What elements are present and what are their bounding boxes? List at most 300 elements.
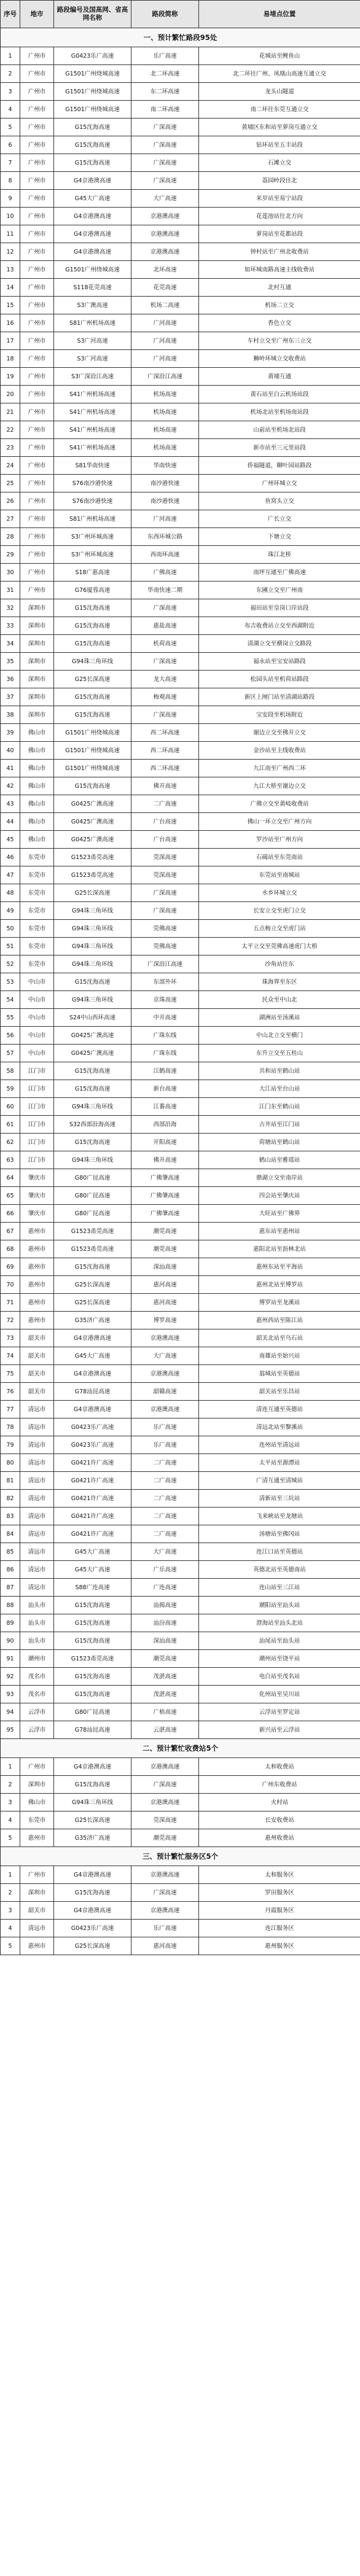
- cell-seq: 88: [1, 1597, 20, 1614]
- cell-location: 太和收费站: [199, 1758, 360, 1776]
- cell-short: 大广高速: [131, 1543, 199, 1561]
- table-row: [1, 866, 360, 884]
- cell-seq: 38: [1, 706, 20, 724]
- table-row: [1, 1508, 360, 1525]
- cell-city: 广州市: [20, 439, 54, 457]
- table-row: [1, 1937, 360, 1955]
- cell-route: G15沈海高速: [54, 1062, 131, 1080]
- cell-city: 广州市: [20, 1758, 54, 1776]
- cell-seq: 2: [1, 1776, 20, 1794]
- cell-seq: 71: [1, 1294, 20, 1312]
- cell-short: 二广高速: [131, 795, 199, 813]
- table-row: [1, 101, 360, 119]
- cell-route: S81华南快速: [54, 457, 131, 475]
- cell-location: 沙角站往东: [199, 955, 360, 973]
- cell-location: 花城站至鲤鱼山: [199, 47, 360, 65]
- cell-seq: 85: [1, 1543, 20, 1561]
- cell-route: S3广澳高速: [54, 297, 131, 314]
- table-row: [1, 599, 360, 617]
- cell-city: 汕头市: [20, 1597, 54, 1614]
- cell-short: 机荷高速: [131, 635, 199, 653]
- cell-city: 广州市: [20, 279, 54, 297]
- cell-short: 江番高速: [131, 1098, 199, 1116]
- cell-seq: 6: [1, 136, 20, 154]
- cell-short: 中开高速: [131, 1009, 199, 1027]
- cell-location: 北二环往广州、凤凰山高速互通立交: [199, 65, 360, 83]
- table-row: [1, 1347, 360, 1365]
- table-row: [1, 1686, 360, 1703]
- cell-city: 清远市: [20, 1543, 54, 1561]
- cell-city: 佛山市: [20, 831, 54, 849]
- cell-city: 韶关市: [20, 1383, 54, 1401]
- cell-short: 潮莞高速: [131, 1650, 199, 1668]
- cell-location: 中山北立交至横门: [199, 1027, 360, 1045]
- cell-location: 惠阳北站至沥林北站: [199, 1240, 360, 1258]
- cell-route: S3广河高速: [54, 350, 131, 368]
- cell-city: 中山市: [20, 1027, 54, 1045]
- cell-city: 广州市: [20, 225, 54, 243]
- cell-short: 大广高速: [131, 190, 199, 208]
- table-row: [1, 671, 360, 688]
- cell-route: G15沈海高速: [54, 1080, 131, 1098]
- cell-city: 佛山市: [20, 724, 54, 742]
- cell-location: 石滩立交: [199, 154, 360, 172]
- cell-seq: 3: [1, 83, 20, 101]
- cell-short: 莞佛高速: [131, 938, 199, 955]
- cell-city: 广州市: [20, 368, 54, 386]
- table-row: [1, 920, 360, 938]
- cell-location: 谢边立交至佛开立交: [199, 724, 360, 742]
- cell-city: 广州市: [20, 510, 54, 528]
- cell-seq: 2: [1, 1884, 20, 1902]
- cell-route: G94珠三角环线: [54, 902, 131, 920]
- cell-short: 南沙港快速: [131, 492, 199, 510]
- cell-city: 深圳市: [20, 1884, 54, 1902]
- cell-location: 珠海界至东区: [199, 973, 360, 991]
- cell-location: 连山站至三江站: [199, 1579, 360, 1597]
- table-row: [1, 1240, 360, 1258]
- cell-location: 潮阳站至汕头站: [199, 1597, 360, 1614]
- header-route: 路段编号及国高网、省高网名称: [54, 1, 131, 28]
- cell-seq: 68: [1, 1240, 20, 1258]
- cell-short: 京港澳高速: [131, 225, 199, 243]
- cell-seq: 87: [1, 1579, 20, 1597]
- cell-city: 惠州市: [20, 1276, 54, 1294]
- cell-route: G15沈海高速: [54, 1686, 131, 1703]
- cell-seq: 20: [1, 386, 20, 403]
- cell-city: 广州市: [20, 47, 54, 65]
- cell-location: 钻环站至五丰站段: [199, 136, 360, 154]
- cell-city: 东莞市: [20, 955, 54, 973]
- cell-location: 鼎湖立交至南岸站: [199, 1169, 360, 1187]
- cell-seq: 31: [1, 582, 20, 599]
- cell-city: 广州市: [20, 564, 54, 582]
- cell-location: 山前站至机场北站段: [199, 421, 360, 439]
- cell-route: G35济广高速: [54, 1312, 131, 1329]
- cell-route: G45大广高速: [54, 1347, 131, 1365]
- cell-route: G1501广州绕城高速: [54, 65, 131, 83]
- cell-short: 茂湛高速: [131, 1668, 199, 1686]
- cell-short: 云湛高速: [131, 1721, 199, 1739]
- cell-short: 二广高速: [131, 1490, 199, 1508]
- cell-city: 广州市: [20, 65, 54, 83]
- cell-city: 中山市: [20, 973, 54, 991]
- cell-location: 大旺站至广佛界: [199, 1205, 360, 1223]
- cell-route: S41广州机场高速: [54, 403, 131, 421]
- cell-seq: 27: [1, 510, 20, 528]
- cell-city: 广州市: [20, 350, 54, 368]
- cell-short: 广深高速: [131, 653, 199, 671]
- cell-route: G15沈海高速: [54, 973, 131, 991]
- table-row: [1, 1258, 360, 1276]
- cell-seq: 72: [1, 1312, 20, 1329]
- table-row: [1, 1365, 360, 1383]
- cell-route: G4京港澳高速: [54, 1758, 131, 1776]
- cell-location: 香色立交: [199, 314, 360, 332]
- cell-seq: 63: [1, 1151, 20, 1169]
- cell-route: G0423乐广高速: [54, 1920, 131, 1937]
- cell-seq: 41: [1, 760, 20, 777]
- cell-city: 深圳市: [20, 599, 54, 617]
- cell-route: S3广河高速: [54, 332, 131, 350]
- cell-short: 莞深高速: [131, 866, 199, 884]
- table-row: [1, 777, 360, 795]
- cell-short: 开阳高速: [131, 1134, 199, 1151]
- cell-route: S76南沙港快速: [54, 492, 131, 510]
- cell-city: 广州市: [20, 154, 54, 172]
- cell-location: 水乡环城立交: [199, 884, 360, 902]
- table-row: [1, 279, 360, 297]
- cell-city: 广州市: [20, 403, 54, 421]
- cell-location: 侨福隧道，聊叶园站路段: [199, 457, 360, 475]
- cell-route: G25长深高速: [54, 1811, 131, 1829]
- cell-short: 广佛肇高速: [131, 1187, 199, 1205]
- cell-short: 京珠高速: [131, 991, 199, 1009]
- cell-short: 广深沿江高速: [131, 368, 199, 386]
- cell-city: 佛山市: [20, 795, 54, 813]
- cell-seq: 54: [1, 991, 20, 1009]
- table-row: [1, 332, 360, 350]
- cell-short: 汕汾高速: [131, 1614, 199, 1632]
- cell-route: G94珠三角环线: [54, 1098, 131, 1116]
- table-head: [1, 1, 360, 28]
- cell-route: G15沈海高速: [54, 1597, 131, 1614]
- cell-short: 二广高速: [131, 1525, 199, 1543]
- cell-city: 广州市: [20, 208, 54, 225]
- cell-route: G80广昆高速: [54, 1169, 131, 1187]
- section-title: 三、预计繁忙服务区5个: [1, 1847, 360, 1866]
- cell-short: 广台高速: [131, 831, 199, 849]
- cell-location: 汤塘站至佛冈站: [199, 1525, 360, 1543]
- table-row: [1, 653, 360, 671]
- header-location: 易堵点位置: [199, 1, 360, 28]
- table-row: [1, 208, 360, 225]
- table-row: [1, 991, 360, 1009]
- cell-city: 清远市: [20, 1490, 54, 1508]
- cell-location: 新兴站至云浮站: [199, 1721, 360, 1739]
- cell-location: 南雄站至始兴站: [199, 1347, 360, 1365]
- table-row: [1, 1561, 360, 1579]
- cell-location: 连江服务区: [199, 1920, 360, 1937]
- cell-seq: 1: [1, 47, 20, 65]
- table-row: [1, 617, 360, 635]
- cell-city: 广州市: [20, 1866, 54, 1884]
- cell-short: 华南快速二期: [131, 582, 199, 599]
- cell-route: G78汕昆高速: [54, 1721, 131, 1739]
- cell-short: 南沙港快速: [131, 475, 199, 492]
- cell-route: G1501广州绕城高速: [54, 742, 131, 760]
- cell-short: 惠盐高速: [131, 617, 199, 635]
- cell-location: 惠州东站至平海站: [199, 1258, 360, 1276]
- cell-city: 惠州市: [20, 1258, 54, 1276]
- cell-seq: 51: [1, 938, 20, 955]
- cell-short: 西二环高速: [131, 742, 199, 760]
- cell-city: 广州市: [20, 314, 54, 332]
- cell-location: 翁城站至英德站: [199, 1365, 360, 1383]
- cell-location: 共和站至鹤山站: [199, 1062, 360, 1080]
- cell-location: 清远北站至黎溪站: [199, 1418, 360, 1436]
- table-row: [1, 510, 360, 528]
- cell-route: G0421许广高速: [54, 1508, 131, 1525]
- cell-short: 华南快速: [131, 457, 199, 475]
- cell-route: G1501广州绕城高速: [54, 261, 131, 279]
- cell-short: 西二环高速: [131, 760, 199, 777]
- cell-location: 荔园岭段往北: [199, 172, 360, 190]
- table-row: [1, 884, 360, 902]
- cell-city: 汕头市: [20, 1614, 54, 1632]
- cell-route: G15沈海高速: [54, 1884, 131, 1902]
- table-row: [1, 1401, 360, 1418]
- cell-city: 惠州市: [20, 1937, 54, 1955]
- cell-city: 惠州市: [20, 1223, 54, 1240]
- cell-location: 东莞站至南城站: [199, 866, 360, 884]
- cell-location: 五点梅立交至虎门站: [199, 920, 360, 938]
- cell-location: 清连互通至英德站: [199, 1401, 360, 1418]
- table-row: [1, 938, 360, 955]
- cell-seq: 19: [1, 368, 20, 386]
- cell-short: 广台高速: [131, 813, 199, 831]
- table-row: [1, 1045, 360, 1062]
- cell-route: S76南沙港快速: [54, 475, 131, 492]
- cell-route: G15沈海高速: [54, 1776, 131, 1794]
- table-row: [1, 1116, 360, 1134]
- cell-seq: 43: [1, 795, 20, 813]
- cell-seq: 4: [1, 1811, 20, 1829]
- cell-city: 惠州市: [20, 1829, 54, 1847]
- header-short: 路段简称: [131, 1, 199, 28]
- cell-city: 广州市: [20, 546, 54, 564]
- cell-route: S81广州机场高速: [54, 510, 131, 528]
- cell-city: 江门市: [20, 1098, 54, 1116]
- cell-city: 深圳市: [20, 1776, 54, 1794]
- cell-location: 黄埔区东和站至萝岗互通立交: [199, 119, 360, 136]
- table-row: [1, 421, 360, 439]
- cell-seq: 12: [1, 243, 20, 261]
- cell-short: 东西环城公路: [131, 528, 199, 546]
- table-row: [1, 172, 360, 190]
- cell-location: 太和服务区: [199, 1866, 360, 1884]
- cell-seq: 78: [1, 1418, 20, 1436]
- cell-seq: 56: [1, 1027, 20, 1045]
- table-row: [1, 225, 360, 243]
- cell-location: 惠州服务区: [199, 1937, 360, 1955]
- cell-route: G4京港澳高速: [54, 225, 131, 243]
- cell-location: 湖洲站至汤溪站: [199, 1009, 360, 1027]
- cell-location: 荷塘站至鹤山站: [199, 1134, 360, 1151]
- cell-seq: 80: [1, 1454, 20, 1472]
- cell-location: 福田站至皇岗口岸站段: [199, 599, 360, 617]
- cell-seq: 9: [1, 190, 20, 208]
- cell-city: 广州市: [20, 582, 54, 599]
- section-title: 二、预计繁忙收费站5个: [1, 1739, 360, 1758]
- table-row: [1, 314, 360, 332]
- cell-route: G1501广州绕城高速: [54, 101, 131, 119]
- cell-route: S88广连高速: [54, 1579, 131, 1597]
- cell-seq: 53: [1, 973, 20, 991]
- cell-route: G15沈海高速: [54, 1258, 131, 1276]
- cell-city: 广州市: [20, 421, 54, 439]
- cell-location: 机场北站至机场南站段: [199, 403, 360, 421]
- cell-short: 广梧高速: [131, 1703, 199, 1721]
- cell-short: 广连高速: [131, 1579, 199, 1597]
- cell-city: 清远市: [20, 1525, 54, 1543]
- table-row: [1, 1920, 360, 1937]
- cell-route: G25长深高速: [54, 884, 131, 902]
- cell-seq: 29: [1, 546, 20, 564]
- cell-location: 英德北站至英德南站: [199, 1561, 360, 1579]
- cell-seq: 58: [1, 1062, 20, 1080]
- cell-route: G0423乐广高速: [54, 1436, 131, 1454]
- cell-location: 鱼窝头立交: [199, 492, 360, 510]
- cell-short: 京港澳高速: [131, 1365, 199, 1383]
- cell-seq: 94: [1, 1703, 20, 1721]
- cell-seq: 48: [1, 884, 20, 902]
- cell-route: G35济广高速: [54, 1829, 131, 1847]
- cell-seq: 39: [1, 724, 20, 742]
- cell-route: G45大广高速: [54, 1543, 131, 1561]
- cell-short: 广河高速: [131, 314, 199, 332]
- cell-short: 惠河高速: [131, 1276, 199, 1294]
- cell-route: S41广州机场高速: [54, 386, 131, 403]
- cell-city: 中山市: [20, 991, 54, 1009]
- table-row: [1, 688, 360, 706]
- cell-city: 韶关市: [20, 1902, 54, 1920]
- cell-city: 肇庆市: [20, 1187, 54, 1205]
- table-row: [1, 1543, 360, 1561]
- cell-short: 莞深高速: [131, 1811, 199, 1829]
- cell-seq: 45: [1, 831, 20, 849]
- table-row: [1, 368, 360, 386]
- cell-location: 长安立交至虎门立交: [199, 902, 360, 920]
- cell-city: 深圳市: [20, 653, 54, 671]
- cell-short: 佛开高速: [131, 1151, 199, 1169]
- cell-seq: 34: [1, 635, 20, 653]
- cell-route: G1523甬莞高速: [54, 1223, 131, 1240]
- cell-city: 广州市: [20, 475, 54, 492]
- cell-route: G15沈海高速: [54, 688, 131, 706]
- cell-location: 丹霞服务区: [199, 1902, 360, 1920]
- cell-seq: 59: [1, 1080, 20, 1098]
- table-row: [1, 1205, 360, 1223]
- table-row: [1, 1223, 360, 1240]
- section-row: [1, 1739, 360, 1758]
- cell-seq: 13: [1, 261, 20, 279]
- cell-location: 惠州西站至陈江站: [199, 1312, 360, 1329]
- cell-route: G76厦蓉高速: [54, 582, 131, 599]
- cell-route: S81广州机场高速: [54, 314, 131, 332]
- cell-route: G4京港澳高速: [54, 1365, 131, 1383]
- cell-seq: 73: [1, 1329, 20, 1347]
- cell-city: 深圳市: [20, 706, 54, 724]
- cell-route: G4京港澳高速: [54, 1902, 131, 1920]
- cell-location: 连江口站至英德站: [199, 1543, 360, 1561]
- table-row: [1, 47, 360, 65]
- table-row: [1, 760, 360, 777]
- cell-short: 广深高速: [131, 154, 199, 172]
- cell-city: 云浮市: [20, 1703, 54, 1721]
- cell-seq: 61: [1, 1116, 20, 1134]
- table-row: [1, 1009, 360, 1027]
- cell-route: G15沈海高速: [54, 706, 131, 724]
- cell-short: 新台高速: [131, 1080, 199, 1098]
- cell-location: 太平立交至莞佛高速虎门大桥: [199, 938, 360, 955]
- cell-seq: 79: [1, 1436, 20, 1454]
- cell-route: G0421许广高速: [54, 1454, 131, 1472]
- cell-location: 九江南至广州西二环: [199, 760, 360, 777]
- cell-seq: 49: [1, 902, 20, 920]
- cell-city: 广州市: [20, 457, 54, 475]
- cell-seq: 3: [1, 1794, 20, 1811]
- cell-city: 佛山市: [20, 760, 54, 777]
- cell-route: G94珠三角环线: [54, 1794, 131, 1811]
- cell-short: 北环高速: [131, 261, 199, 279]
- cell-city: 茂名市: [20, 1686, 54, 1703]
- cell-short: 二广高速: [131, 1508, 199, 1525]
- cell-city: 清远市: [20, 1472, 54, 1490]
- cell-short: 广深高速: [131, 119, 199, 136]
- cell-seq: 67: [1, 1223, 20, 1240]
- cell-city: 东莞市: [20, 849, 54, 866]
- table-row: [1, 1721, 360, 1739]
- cell-city: 江门市: [20, 1080, 54, 1098]
- table-row: [1, 1312, 360, 1329]
- cell-short: 广深高速: [131, 172, 199, 190]
- cell-short: 广深高速: [131, 599, 199, 617]
- cell-route: S3广深沿江高速: [54, 368, 131, 386]
- cell-route: G45大广高速: [54, 190, 131, 208]
- cell-location: 云浮站至罗定站: [199, 1703, 360, 1721]
- cell-city: 中山市: [20, 1045, 54, 1062]
- cell-city: 江门市: [20, 1134, 54, 1151]
- cell-seq: 86: [1, 1561, 20, 1579]
- cell-city: 肇庆市: [20, 1205, 54, 1223]
- cell-city: 云浮市: [20, 1721, 54, 1739]
- cell-city: 惠州市: [20, 1312, 54, 1329]
- cell-location: 鹤山站至雅瑶站: [199, 1151, 360, 1169]
- cell-route: G25长深高速: [54, 1276, 131, 1294]
- table-row: [1, 1080, 360, 1098]
- cell-seq: 1: [1, 1866, 20, 1884]
- table-row: [1, 706, 360, 724]
- cell-city: 江门市: [20, 1062, 54, 1080]
- cell-city: 广州市: [20, 492, 54, 510]
- cell-route: G4京港澳高速: [54, 1329, 131, 1347]
- cell-location: 南坪互通至广佛高速: [199, 564, 360, 582]
- cell-seq: 4: [1, 101, 20, 119]
- cell-location: 狮岭环城立交收费站: [199, 350, 360, 368]
- cell-short: 汕揭高速: [131, 1597, 199, 1614]
- cell-route: G15沈海高速: [54, 1614, 131, 1632]
